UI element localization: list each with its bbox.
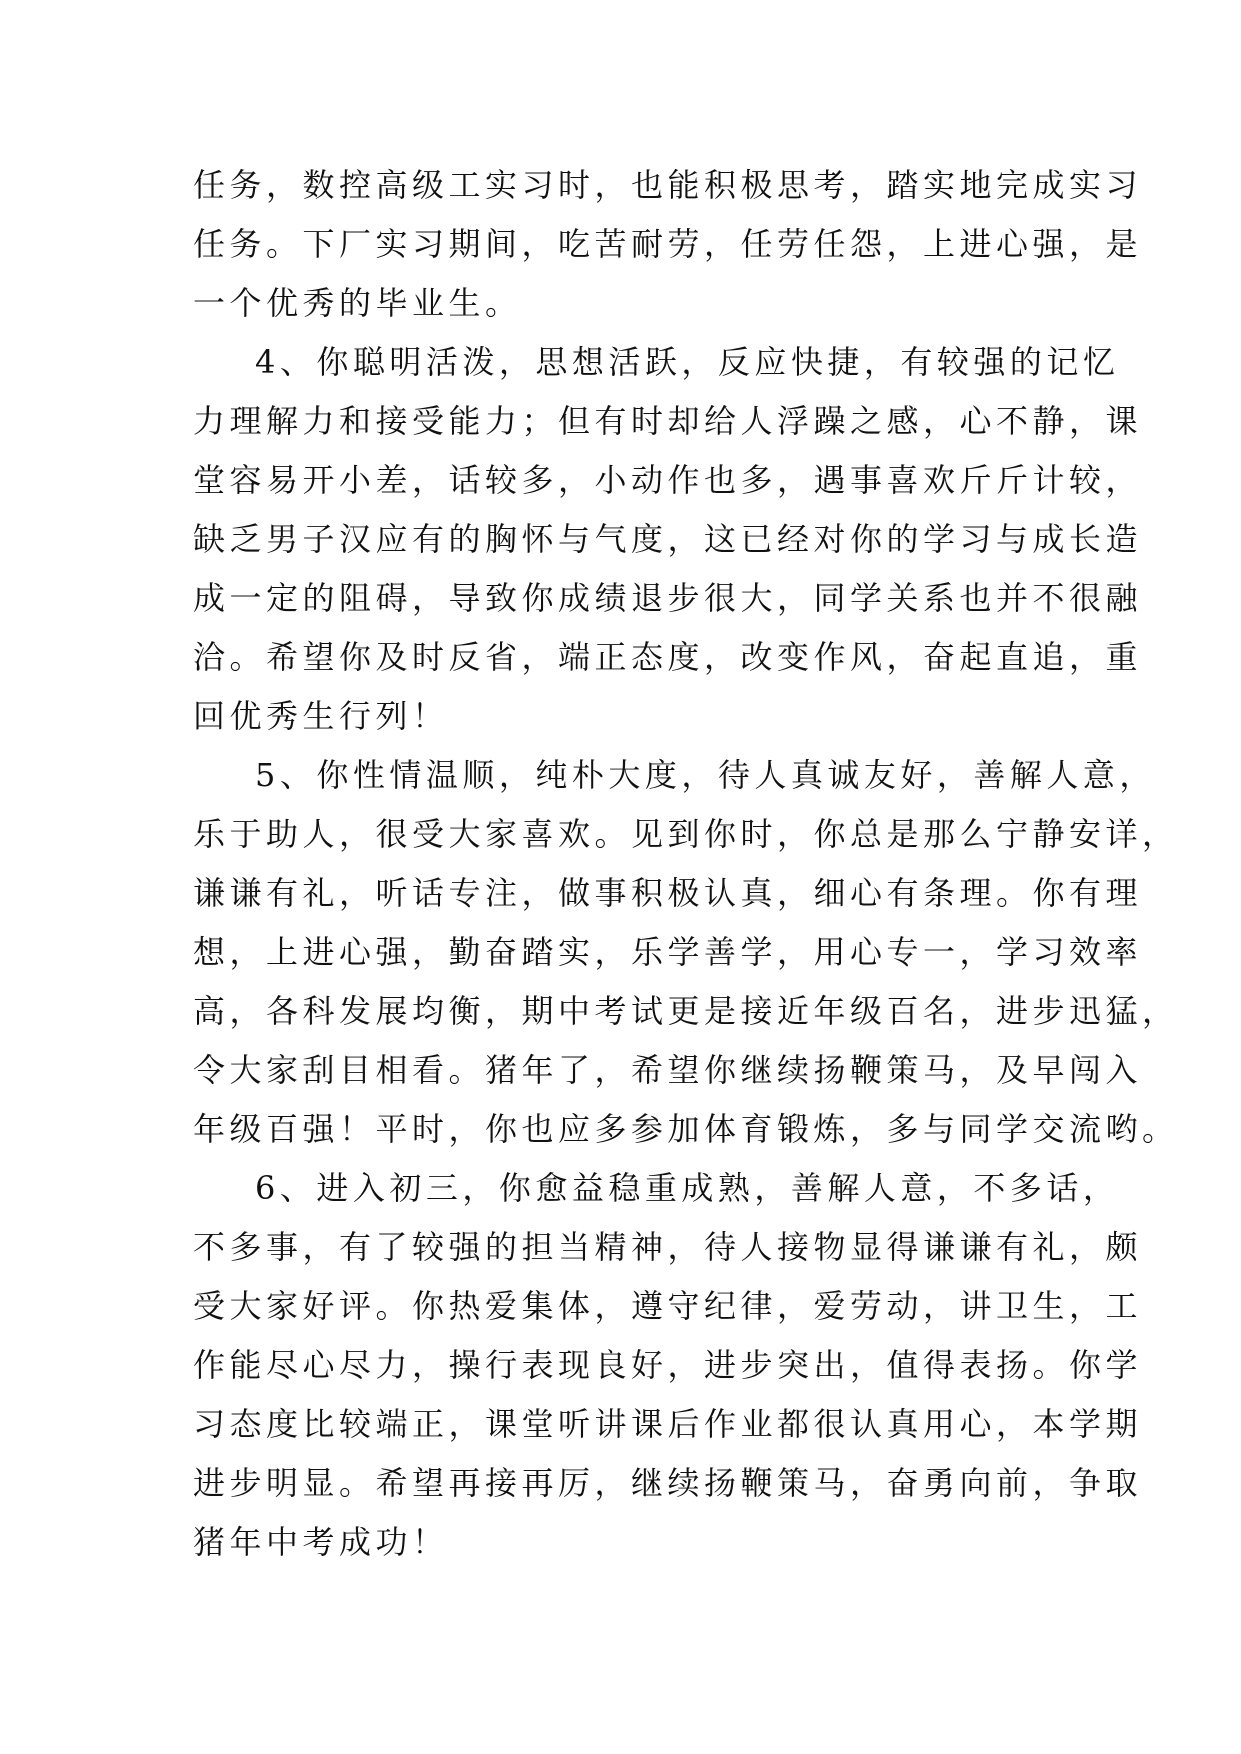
- text-line: 高，各科发展均衡，期中考试更是接近年级百名，进步迅猛，: [193, 992, 1179, 1030]
- text-line: 想，上进心强，勤奋踏实，乐学善学，用心专一，学习效率: [193, 933, 1143, 971]
- text-line: 任务。下厂实习期间，吃苦耐劳，任劳任怨，上进心强，是: [193, 225, 1143, 263]
- document-body: [193, 156, 1179, 1572]
- paragraph-4-first-line: 4、你聪明活泼，思想活跃，反应快捷，有较强的记忆: [255, 343, 1120, 381]
- paragraph-5-first-line: 5、你性情温顺，纯朴大度，待人真诚友好，善解人意，: [255, 756, 1156, 794]
- text-line: 年级百强！平时，你也应多参加体育锻炼，多与同学交流哟。: [193, 1110, 1179, 1148]
- text-line: 回优秀生行列！: [193, 697, 449, 735]
- text-line: 受大家好评。你热爱集体，遵守纪律，爱劳动，讲卫生，工: [193, 1287, 1143, 1325]
- text-line: 令大家刮目相看。猪年了，希望你继续扬鞭策马，及早闯入: [193, 1051, 1143, 1089]
- text-line: 乐于助人，很受大家喜欢。见到你时，你总是那么宁静安详，: [193, 815, 1179, 853]
- text-line: 进步明显。希望再接再厉，继续扬鞭策马，奋勇向前，争取: [193, 1464, 1143, 1502]
- text-line: 谦谦有礼，听话专注，做事积极认真，细心有条理。你有理: [193, 874, 1143, 912]
- text-line: 猪年中考成功！: [193, 1523, 449, 1561]
- text-line: 作能尽心尽力，操行表现良好，进步突出，值得表扬。你学: [193, 1346, 1143, 1384]
- text-line: 任务，数控高级工实习时，也能积极思考，踏实地完成实习: [193, 166, 1143, 204]
- text-line: 缺乏男子汉应有的胸怀与气度，这已经对你的学习与成长造: [193, 520, 1143, 558]
- text-line: 习态度比较端正，课堂听讲课后作业都很认真用心，本学期: [193, 1405, 1143, 1443]
- text-line: 力理解力和接受能力；但有时却给人浮躁之感，心不静，课: [193, 402, 1143, 440]
- paragraph-6-first-line: 6、进入初三，你愈益稳重成熟，善解人意，不多话，: [255, 1169, 1120, 1207]
- text-line: 一个优秀的毕业生。: [193, 284, 522, 322]
- text-line: 不多事，有了较强的担当精神，待人接物显得谦谦有礼，颇: [193, 1228, 1143, 1266]
- text-line: 堂容易开小差，话较多，小动作也多，遇事喜欢斤斤计较，: [193, 461, 1143, 499]
- text-line: 成一定的阻碍，导致你成绩退步很大，同学关系也并不很融: [193, 579, 1143, 617]
- text-line: 洽。希望你及时反省，端正态度，改变作风，奋起直追，重: [193, 638, 1143, 676]
